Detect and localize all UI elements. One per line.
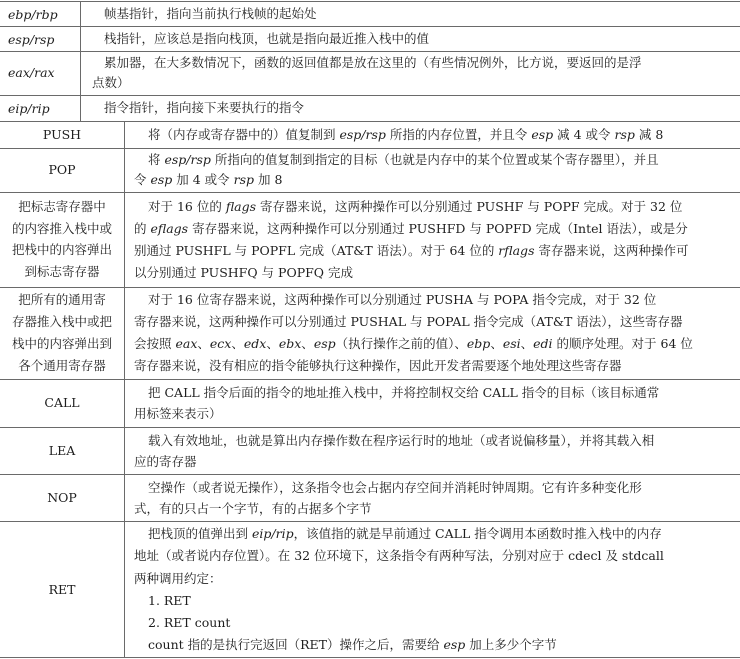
rule	[0, 1, 740, 2]
register-desc: 栈指针，应该总是指向栈顶，也就是指向最近推入栈中的值	[104, 31, 430, 46]
instr-label-general: 把所有的通用寄 存器推入栈中或把 栈中的内容弹出到 各个通用寄存器	[11, 292, 112, 373]
register-desc: 累加器，在大多数情况下，函数的返回值都是放在这里的（有些情况例外，比方说，要返回的是浮 点数）	[92, 55, 642, 90]
rule	[0, 427, 740, 428]
register-name: eax/rax	[8, 65, 55, 80]
instr-desc-lea: 载入有效地址，也就是算出内存操作数在程序运行时的地址（或者说偏移量），并将其载入相 应的寄存器	[134, 433, 655, 469]
instr-desc-general: 对于 16 位寄存器来说，这两种操作可以分别通过 PUSHA 与 POPA 指令完成，对于 32 位 寄存器来说，这两种操作可以分别通过 PUSHAL 与 POPAL 指令完成（AT&T 语法），这些寄存器 会按照 eax、ecx、edx、ebx、esp（执行操作之前的值）、ebp、esi、edi 的顺序处理。对于 64 位 寄存器来说，没有相应的指令能够执行这种操作，因此开发者需要逐个地处理这些寄存器	[134, 292, 693, 373]
instr-label-nop: NOP	[47, 490, 77, 505]
instr-desc-ret: 把栈顶的值弹出到 eip/rip，该值指的就是早前通过 CALL 指令调用本函数时推入栈中的内存 地址（或者说内存位置）。在 32 位环境下，这条指令有两种写法，分别对应于 cdecl 及 stdcall 两种调用约定： 1. RET 2. RET count count 指的是执行完返回（RET）操作之后，需要给 esp 加上多少个字节	[134, 526, 664, 653]
column-divider	[80, 1, 81, 121]
rule	[0, 521, 740, 522]
rule	[0, 26, 740, 27]
instr-desc-flags: 对于 16 位的 flags 寄存器来说，这两种操作可以分别通过 PUSHF 与 POPF 完成。对于 32 位 的 eflags 寄存器来说，这两种操作可以分别通过 PUSHFD 与 POPFD 完成（Intel 语法），或是分 别通过 PUSHFL 与 POPFL 完成（AT&T 语法）。对于 64 位的 rflags 寄存器来说，这两种操作可 以分别通过 PUSHFQ 与 POPFQ 完成	[134, 199, 689, 280]
register-name: esp/rsp	[8, 32, 55, 47]
instr-label-pop: POP	[48, 162, 76, 177]
instr-desc-call: 把 CALL 指令后面的指令的地址推入栈中，并将控制权交给 CALL 指令的目标（该目标通常 用标签来表示）	[134, 385, 660, 421]
rule	[0, 51, 740, 52]
instr-label-lea: LEA	[48, 443, 76, 458]
instr-desc-nop: 空操作（或者说无操作），这条指令也会占据内存空间并消耗时钟周期。它有许多种变化形 式，有的只占一个字节，有的占据多个字节	[134, 480, 642, 516]
rule	[0, 287, 740, 288]
register-name: ebp/rbp	[8, 7, 58, 22]
rule	[0, 657, 740, 658]
rule	[0, 148, 740, 149]
column-divider	[124, 121, 125, 657]
register-desc: 指令指针，指向接下来要执行的指令	[104, 100, 305, 115]
register-name: eip/rip	[8, 101, 50, 116]
instr-label-call: CALL	[44, 395, 80, 410]
rule	[0, 121, 740, 122]
instr-desc-pop: 将 esp/rsp 所指向的值复制到指定的目标（也就是内存中的某个位置或某个寄存器里），并且 令 esp 加 4 或令 rsp 加 8	[134, 152, 659, 187]
rule	[0, 95, 740, 96]
rule	[0, 192, 740, 193]
instr-label-push: PUSH	[42, 127, 82, 142]
instr-label-ret: RET	[48, 582, 76, 597]
instr-label-flags: 把标志寄存器中 的内容推入栈中或 把栈中的内容弹出 到标志寄存器	[11, 199, 112, 279]
rule	[0, 379, 740, 380]
rule	[0, 474, 740, 475]
register-desc: 帧基指针，指向当前执行栈帧的起始处	[104, 6, 317, 21]
instr-desc-push: 将（内存或寄存器中的）值复制到 esp/rsp 所指的内存位置，并且令 esp 减 4 或令 rsp 减 8	[148, 127, 664, 142]
